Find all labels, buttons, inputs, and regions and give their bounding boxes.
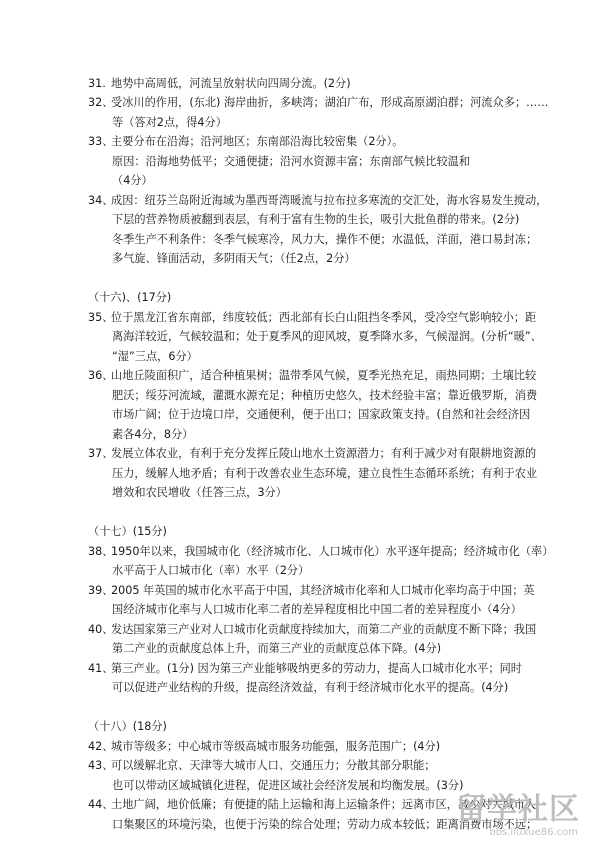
answer-32: 32、受冰川的作用，(东北) 海岸曲折，多峡湾；湖泊广布，形成高原湖泊群；河流众多；……	[88, 96, 549, 109]
answer-37: 37、发展立体农业，有利于充分发挥丘陵山地水土资源潜力；有利于减少对有限耕地资源的	[88, 447, 537, 460]
section-16-heading: （十六)、(17分)	[88, 291, 172, 304]
answer-35-cont: 离海洋较近，气候较温和；处于夏季风的迎风坡，夏季降水多，气候湿润。(分析“暖”、	[112, 330, 542, 343]
answer-35: 35、位于黑龙江省东南部，纬度较低；西北部有长白山阻挡冬季风，受冷空气影响较小；距	[88, 311, 537, 324]
answer-44: 44、土地广阔，地价低廉；有便捷的陆上运输和海上运输条件；远离市区，减少对大城市人	[88, 798, 537, 811]
answer-36: 36、山地丘陵面积广，适合种植果树；温带季风气候，夏季光热充足，雨热同期；土壤比较	[88, 369, 537, 382]
answer-33-score: （4分）	[112, 174, 153, 187]
answer-36-score: 素各4分，8分）	[112, 428, 194, 441]
answer-43: 43、可以缓解北京、天津等大城市人口、交通压力；分散其部分职能；	[88, 759, 436, 772]
answer-34-winter: 冬季生产不利条件：冬季气候寒冷，风力大，操作不便；水温低，洋面，港口易封冻；	[112, 233, 538, 246]
answer-41-cont: 可以促进产业结构的升级，提高经济效益，有利于经济城市化水平的提高。(4分)	[112, 681, 509, 694]
answer-33-reason: 原因：沿海地势低平；交通便捷；沿河水资源丰富；东南部气候比较温和	[112, 155, 471, 168]
answer-34-winter-cont: 多气旋、锋面活动，多阴雨天气；（任2点，2分）	[112, 252, 356, 265]
answer-40: 40、发达国家第三产业对人口城市化贡献度持续加大，而第二产业的贡献度不断下降；我国	[88, 623, 537, 636]
answer-36-cont-2: 市场广阔；位于边境口岸，交通便利，便于出口；国家政策支持。(自然和社会经济因	[112, 408, 531, 421]
answer-37-cont: 压力，缓解人地矛盾；有利于改善农业生态环境，建立良性生态循环系统；有利于农业	[112, 467, 538, 480]
answer-34: 34、成因：纽芬兰岛附近海域为墨西哥湾暖流与拉布拉多寒流的交汇处，海水容易发生搅动，	[88, 194, 548, 207]
answer-40-cont: 第二产业的贡献度总体上升，而第三产业的贡献度总体下降。(4分)	[112, 642, 442, 655]
answer-42: 42、城市等级多；中心城市等级高城市服务功能强，服务范围广；(4分)	[88, 740, 441, 753]
answer-39: 39、2005 年英国的城市化水平高于中国，其经济城市化率和人口城市化率均高于中国；英	[88, 584, 535, 597]
section-18-heading: （十八）(18分)	[88, 720, 167, 733]
answer-34-cont: 下层的营养物质被翻到表层，有利于富有生物的生长，吸引大批鱼群的带来。(2分)	[112, 213, 520, 226]
answer-39-cont: 国经济城市化率与人口城市化率二者的差异程度相比中国二者的差异程度小（4分）	[112, 603, 522, 616]
answer-37-score: 增效和农民增收（任答三点，3分）	[112, 486, 287, 499]
watermark-logo: 留学社区	[456, 792, 580, 827]
answer-36-cont-1: 肥沃；绥芬河流域，灌溉水源充足；种植历史悠久，技术经验丰富；靠近俄罗斯，消费	[112, 389, 538, 402]
watermark	[430, 792, 580, 844]
answer-38: 38、1950年以来，我国城市化（经济城市化、人口城市化）水平逐年提高；经济城市化（率）	[88, 545, 554, 558]
answer-31: 31. 地势中高周低，河流呈放射状向四周分流。(2分)	[88, 77, 351, 90]
watermark-url: bbs.liuxue86.com	[489, 827, 578, 838]
answer-33: 33、主要分布在沿海；沿河地区；东南部沿海比较密集（2分）。	[88, 135, 404, 148]
answer-38-cont: 水平高于人口城市化（率）水平（2分）	[112, 564, 310, 577]
section-17-heading: （十七）(15分)	[88, 525, 167, 538]
answer-41: 41、第三产业。(1分) 因为第三产业能够吸纳更多的劳动力，提高人口城市化水平；同时	[88, 662, 522, 675]
answer-35-score: “湿”三点，6分）	[112, 350, 198, 363]
answer-32-cont: 等（答对2点，得4分）	[112, 116, 227, 129]
answer-44-cont: 口集聚区的环境污染，也便于污染的综合处理；劳动力成本较低；距离消费市场不远；	[112, 818, 538, 831]
answer-43-cont: 也可以带动区域城镇化进程，促进区域社会经济发展和均衡发展。(3分)	[112, 779, 464, 792]
